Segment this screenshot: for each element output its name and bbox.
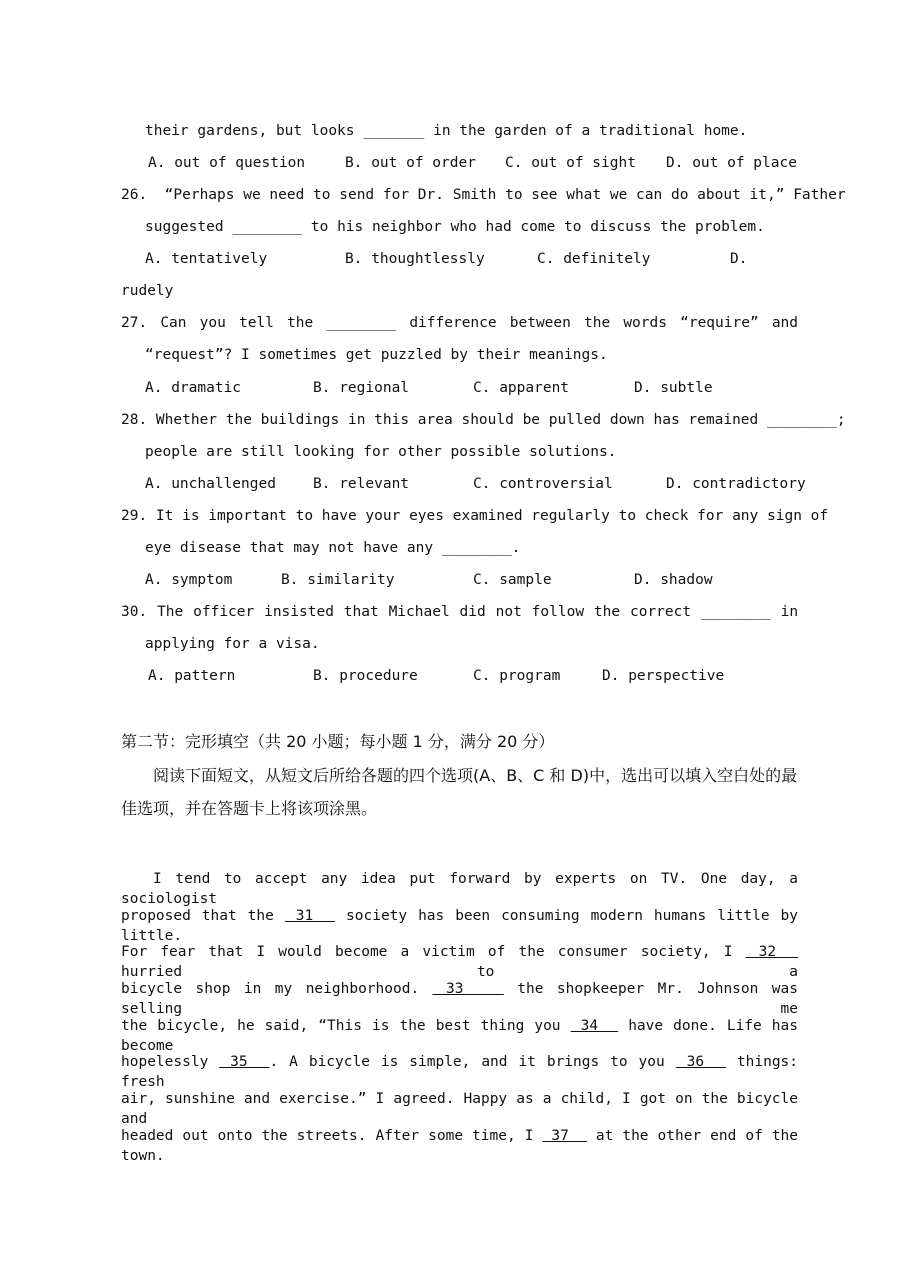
q27-option-c: C. apparent xyxy=(473,380,570,396)
passage-line-3: For fear that I would become a victim of the consumer society, I 32 hurried to a xyxy=(121,944,798,980)
q29-blank: ________ xyxy=(441,540,512,556)
passage-line-4: bicycle shop in my neighborhood. 33 the shopkeeper Mr. Johnson was selling me xyxy=(121,981,798,1017)
cloze-blank-32: 32 xyxy=(745,944,798,960)
q26-option-d: D. xyxy=(730,251,748,267)
q27-option-a: A. dramatic xyxy=(145,380,242,396)
cloze-blank-35: 35 xyxy=(219,1054,270,1070)
q28-option-d: D. contradictory xyxy=(666,476,806,492)
q28-stem-line1: 28. Whether the buildings in this area should be pulled down has remained ________; xyxy=(121,412,846,428)
q28-blank: ________ xyxy=(767,412,837,428)
q26-option-d-text: rudely xyxy=(121,283,174,299)
q25-line: their gardens, but looks _______ in the garden of a traditional home. xyxy=(145,123,748,139)
cloze-blank-36: 36 xyxy=(675,1054,726,1070)
q26-option-b: B. thoughtlessly xyxy=(345,251,485,267)
cloze-blank-31: 31 xyxy=(284,908,336,924)
q28-option-a: A. unchallenged xyxy=(145,476,276,492)
cloze-blank-34: 34 xyxy=(570,1018,619,1034)
q30-stem-line1: 30. The officer insisted that Michael did not follow the correct ________ in xyxy=(121,604,799,620)
q26-stem-line2: suggested ________ to his neighbor who had come to discuss the problem. xyxy=(145,219,765,235)
q26-blank: ________ xyxy=(232,219,303,235)
q25-option-b: B. out of order xyxy=(345,155,476,171)
q30-option-d: D. perspective xyxy=(602,668,725,684)
q27-stem-line1: 27. Can you tell the ________ difference between the words “require” and xyxy=(121,315,799,331)
passage-line-1: I tend to accept any idea put forward by experts on TV. One day, a sociologist xyxy=(121,871,798,907)
q27-blank: ________ xyxy=(326,315,397,331)
passage-line-6: hopelessly 35 . A bicycle is simple, and it brings to you 36 things: fresh xyxy=(121,1054,799,1090)
q30-option-c: C. program xyxy=(473,668,561,684)
cloze-blank-33: 33 xyxy=(432,981,504,997)
q29-option-d: D. shadow xyxy=(634,572,713,588)
q28-option-b: B. relevant xyxy=(313,476,410,492)
cloze-blank-37: 37 xyxy=(542,1128,587,1144)
q29-option-c: C. sample xyxy=(473,572,552,588)
passage-line-2: proposed that the 31 society has been consuming modern humans little by little. xyxy=(121,908,799,944)
q25-option-c: C. out of sight xyxy=(505,155,636,171)
q25-option-d: D. out of place xyxy=(666,155,797,171)
q30-blank: ________ xyxy=(700,604,771,620)
q30-stem-line2: applying for a visa. xyxy=(145,636,320,652)
q26-option-a: A. tentatively xyxy=(145,251,268,267)
section-heading: 第二节：完形填空（共 20 小题；每小题 1 分，满分 20 分） xyxy=(121,732,555,751)
q29-stem-line2: eye disease that may not have any ________. xyxy=(145,540,521,556)
q28-option-c: C. controversial xyxy=(473,476,613,492)
q25-blank: _______ xyxy=(363,123,425,139)
section-instruction-line2: 佳选项，并在答题卡上将该项涂黑。 xyxy=(121,799,378,818)
q27-option-b: B. regional xyxy=(313,380,410,396)
q26-option-c: C. definitely xyxy=(537,251,651,267)
q30-option-a: A. pattern xyxy=(148,668,236,684)
q26-stem-line1: 26. “Perhaps we need to send for Dr. Smith to see what we can do about it,” Father xyxy=(121,187,846,203)
q25-option-a: A. out of question xyxy=(148,155,306,171)
q30-option-b: B. procedure xyxy=(313,668,418,684)
q27-stem-line2: “request”? I sometimes get puzzled by their meanings. xyxy=(145,347,608,363)
q28-stem-line2: people are still looking for other possible solutions. xyxy=(145,444,617,460)
q29-option-a: A. symptom xyxy=(145,572,233,588)
q29-stem-line1: 29. It is important to have your eyes examined regularly to check for any sign of xyxy=(121,508,829,524)
passage-line-5: the bicycle, he said, “This is the best thing you 34 have done. Life has become xyxy=(121,1018,798,1054)
passage-line-7: air, sunshine and exercise.” I agreed. Happy as a child, I got on the bicycle and xyxy=(121,1091,798,1127)
section-instruction-line1: 阅读下面短文，从短文后所给各题的四个选项(A、B、C 和 D)中，选出可以填入空白处的最 xyxy=(153,766,798,785)
q27-option-d: D. subtle xyxy=(634,380,713,396)
passage-line-8: headed out onto the streets. After some time, I 37 at the other end of the town. xyxy=(121,1128,799,1164)
q29-option-b: B. similarity xyxy=(281,572,395,588)
